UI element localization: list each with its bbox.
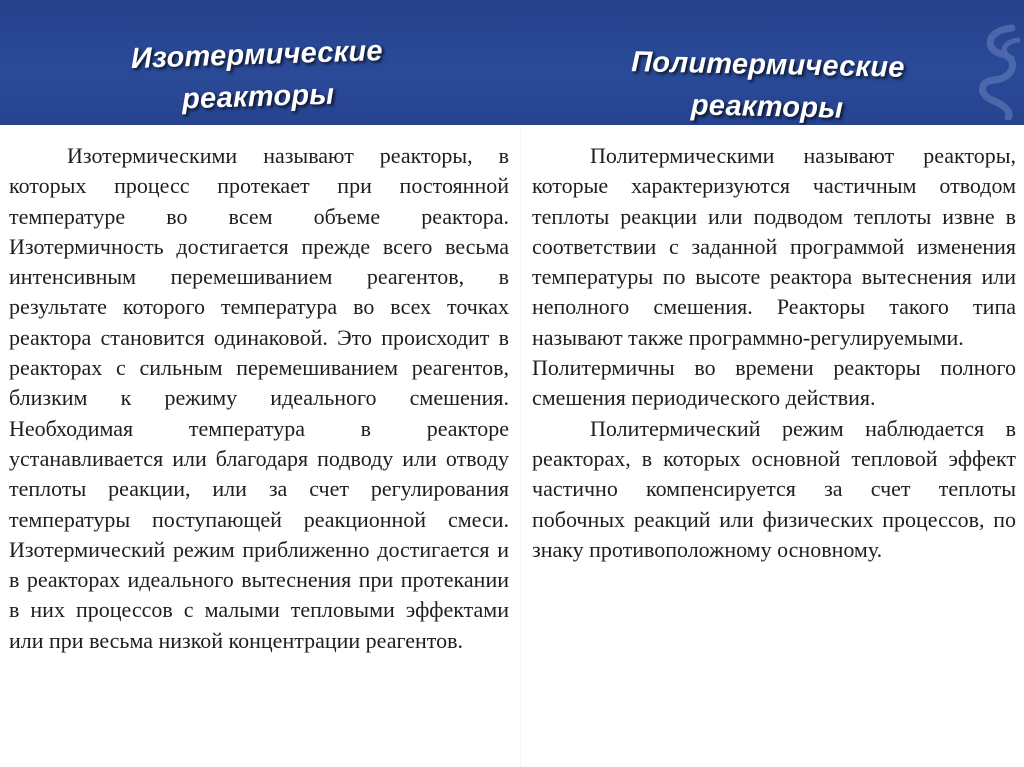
left-column-body [9, 141, 509, 656]
polythermal-batch-note: Политермичны во времени реакторы полного смешения периодического действия. [532, 355, 1016, 411]
isothermal-description: Изотермическими называют реакторы, в которых процесс протекает при постоянной температуре во всем объеме реактора. Изотермичность достигается прежде всего весьма интенсивным перемешиванием реагентов, в результате которого температура во всех точках реактора становится одинаковой. Это происходит в реакторах с сильным перемешиванием реагентов, близким к режиму идеального смешения. Необходимая температура в реакторе устанавливается или благодаря подводу или отводу теплоты реакции, или за счет регулирования температуры поступающей реакционной смеси. Изотермический режим приближенно достигается и в реакторах идеального вытеснения при протекании в них процессов с малыми тепловыми эффектами или при весьма низкой концентрации реагентов. [9, 143, 509, 653]
swirl-logo-icon [972, 20, 1020, 120]
left-column-title: Изотермические реакторы [130, 35, 384, 116]
polythermal-definition: Политермическими называют реакторы, которые характеризуются частичным отводом теплоты реакции или подводом теплоты извне в соответствии с заданной программой изменения температуры по высоте реактора вытеснения или неполного смешения. Реакторы такого типа называют также программно-регулируемыми. [532, 143, 1016, 350]
polythermal-mode-note: Политермический режим наблюдается в реакторах, в которых основной тепловой эффект частично компенсируется за счет теплоты побочных реакций или физических процессов, по знаку противоположному основному. [532, 415, 1016, 562]
column-divider [520, 128, 521, 767]
right-column-body [532, 141, 1016, 565]
slide-header [0, 0, 1024, 125]
right-column-title: Политермические реакторы [630, 46, 905, 125]
